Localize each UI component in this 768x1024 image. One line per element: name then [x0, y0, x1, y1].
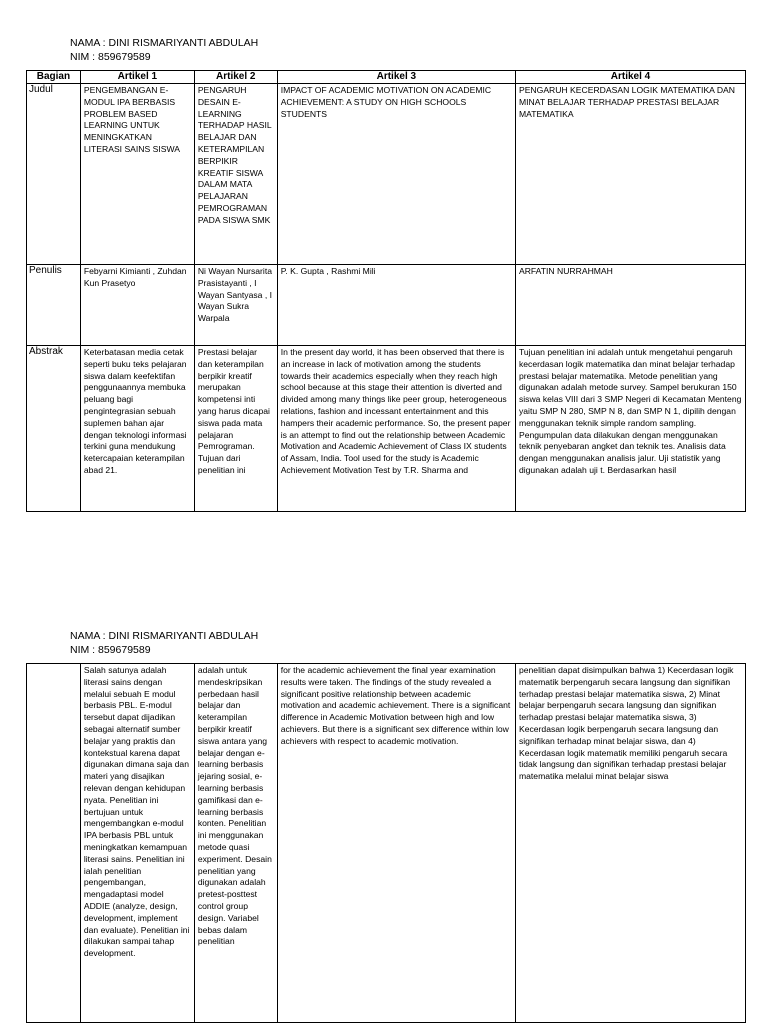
table-row-penulis: [27, 265, 746, 346]
table-header-row: [27, 71, 746, 84]
abstrak-cont-artikel-4: penelitian dapat disimpulkan bahwa 1) Kecerdasan logik matematik berpengaruh secara langsung dan signifikan terhadap prestasi belajar matematika siswa, 2) Minat belajar berpengaruh secara langsung dan signifikan terhadap prestasi belajar matematika siswa, 3) Kecerdasan logik berpengaruh secara langsung dan signifikan terhadap minat belajar siswa, dan 4) Kecerdasan logik matematik memiliki pengaruh secara tidak langsung dan signifikan terhadap prestasi belajar matematika melalui minat belajar siswa: [515, 664, 745, 1023]
table-row-abstrak-continued: [27, 664, 746, 1023]
header-artikel-4: Artikel 4: [515, 71, 745, 84]
abstrak-artikel-3: In the present day world, it has been observed that there is an increase in lack of motivation among the students towards their academics especially when they reach high school because at this stage their attention is diverted and divided among many things like peer group, heterogeneous relations, fashion and incessant entertainment and this hampers their academic performance. So, the present paper is an attempt to find out the relationship between Academic Motivation and Academic Achievement of Class IX students of Assam, India. Tool used for the study is Academic Achievement Motivation Test by T.R. Sharma and: [277, 346, 515, 512]
judul-artikel-3: IMPACT OF ACADEMIC MOTIVATION ON ACADEMIC ACHIEVEMENT: A STUDY ON HIGH SCHOOLS STUDENTS: [277, 84, 515, 265]
header-bagian: Bagian: [27, 71, 81, 84]
penulis-artikel-3: P. K. Gupta , Rashmi Mili: [277, 265, 515, 346]
abstrak-cont-artikel-2: adalah untuk mendeskripsikan perbedaan hasil belajar dan keterampilan berpikir kreatif siswa antara yang belajar dengan e-learning berbasis jejaring sosial, e-learning berbasis gamifikasi dan e-learning berbasis konten. Penelitian ini menggunakan metode quasi experiment. Desain penelitian yang digunakan adalah pretest-posttest control group design. Variabel bebas dalam penelitian: [194, 664, 277, 1023]
header-artikel-2: Artikel 2: [194, 71, 277, 84]
judul-artikel-4: PENGARUH KECERDASAN LOGIK MATEMATIKA DAN MINAT BELAJAR TERHADAP PRESTASI BELAJAR MATEMATIKA: [515, 84, 745, 265]
table-row-abstrak: [27, 346, 746, 512]
page2-header: [70, 629, 258, 657]
student-nim: NIM : 859679589: [70, 644, 151, 656]
penulis-artikel-4: ARFATIN NURRAHMAH: [515, 265, 745, 346]
penulis-artikel-2: Ni Wayan Nursarita Prasistayanti , I Wayan Santyasa , I Wayan Sukra Warpala: [194, 265, 277, 346]
header-artikel-3: Artikel 3: [277, 71, 515, 84]
page1-header: [70, 36, 258, 64]
judul-artikel-2: PENGARUH DESAIN E-LEARNING TERHADAP HASIL BELAJAR DAN KETERAMPILAN BERPIKIR KREATIF SISWA DALAM MATA PELAJARAN PEMROGRAMAN PADA SISWA SMK: [194, 84, 277, 265]
abstrak-artikel-4: Tujuan penelitian ini adalah untuk mengetahui pengaruh kecerdasan logik matematika dan minat belajar terhadap prestasi belajar matematika. Metode penelitian yang digunakan adalah metode survey. Sampel berukuran 150 siswa kelas VIII dari 3 SMP Negeri di Kecamatan Menteng yaitu SMP N 280, SMP N 8, dan SMP N 1, dipilih dengan menggunakan teknik simple random sampling. Pengumpulan data dilakukan dengan menggunakan teknik penyebaran angket dan teknik tes. Analisis data dengan menggunakan analisis jalur. Uji statistik yang digunakan adalah uji t. Berdasarkan hasil: [515, 346, 745, 512]
row-label-penulis: Penulis: [27, 265, 81, 346]
article-comparison-table-continued: [26, 663, 746, 1023]
student-nim: NIM : 859679589: [70, 51, 151, 63]
student-name: NAMA : DINI RISMARIYANTI ABDULAH: [70, 37, 259, 49]
row-label-judul: Judul: [27, 84, 81, 265]
row-label-abstrak: Abstrak: [27, 346, 81, 512]
abstrak-cont-artikel-1: Salah satunya adalah literasi sains dengan melalui sebuah E modul berbasis PBL. E-modul tersebut dapat dijadikan sebagai alternatif sumber belajar yang praktis dan kontekstual karena dapat digunakan dimana saja dan materi yang disajikan relevan dengan kehidupan nyata. Penelitian ini bertujuan untuk mengembangkan e-modul IPA berbasis PBL untuk meningkatkan kemampuan literasi sains. Penelitian ini ialah penelitian pengembangan, mengadaptasi model ADDIE (analyze, design, development, implement dan evaluate). Penelitian ini dilakukan sampai tahap development.: [80, 664, 194, 1023]
table-row-judul: [27, 84, 746, 265]
header-artikel-1: Artikel 1: [80, 71, 194, 84]
abstrak-artikel-1: Keterbatasan media cetak seperti buku teks pelajaran siswa dalam keefektifan penggunaannya membuka peluang bagi pengintegrasian sebuah suplemen bahan ajar dengan teknologi informasi terkini guna mendukung ketercapaian keterampilan abad 21.: [80, 346, 194, 512]
abstrak-artikel-2: Prestasi belajar dan keterampilan berpikir kreatif merupakan kompetensi inti yang harus dicapai siswa pada mata pelajaran Pemrograman. Tujuan dari penelitian ini: [194, 346, 277, 512]
row-label-empty: [27, 664, 81, 1023]
article-comparison-table: [26, 70, 746, 512]
student-name: NAMA : DINI RISMARIYANTI ABDULAH: [70, 630, 259, 642]
penulis-artikel-1: Febyarni Kimianti , Zuhdan Kun Prasetyo: [80, 265, 194, 346]
judul-artikel-1: PENGEMBANGAN E-MODUL IPA BERBASIS PROBLEM BASED LEARNING UNTUK MENINGKATKAN LITERASI SAINS SISWA: [80, 84, 194, 265]
abstrak-cont-artikel-3: for the academic achievement the final year examination results were taken. The findings of the study revealed a significant positive relationship between academic motivation and academic achievement. There is a significant difference in Academic Motivation between high and low achievers. But there is a significant sex difference within low achievers with respect to academic motivation.: [277, 664, 515, 1023]
